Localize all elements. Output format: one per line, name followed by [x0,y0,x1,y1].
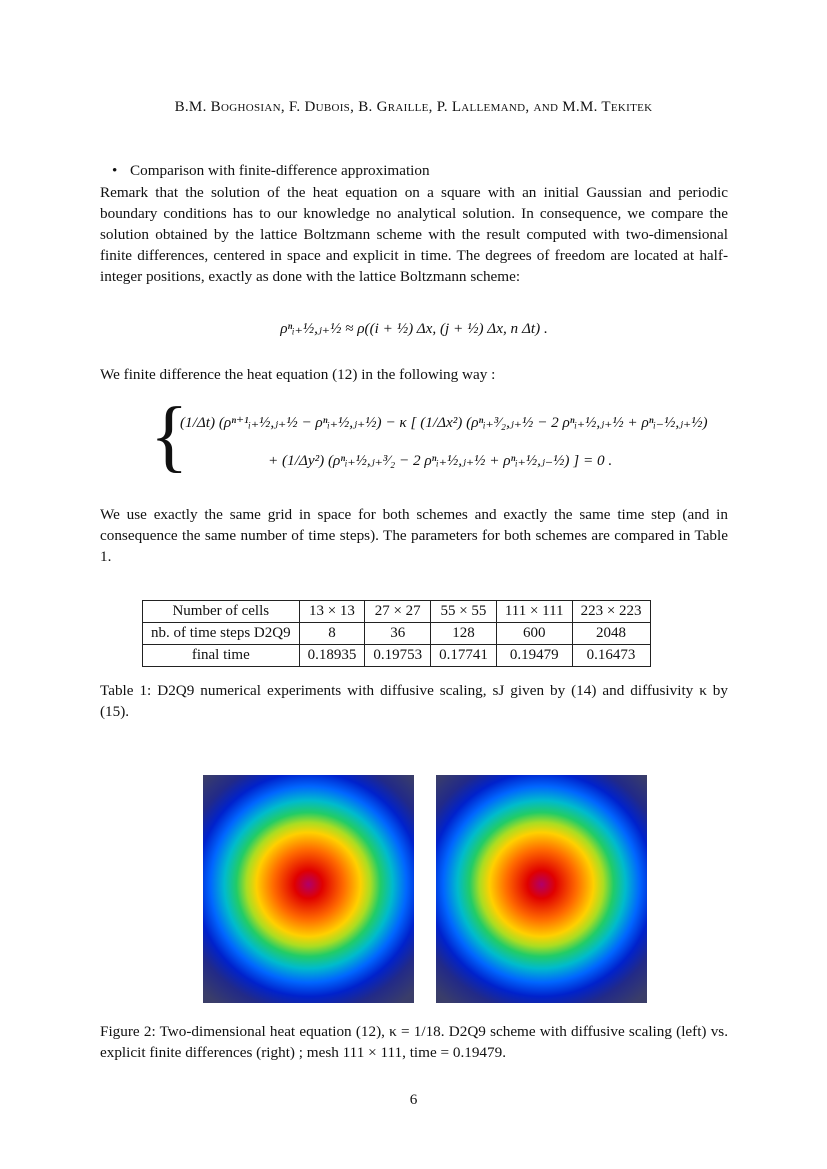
table-cell: 55 × 55 [431,601,497,623]
section-title: Comparison with finite-difference approximation [130,162,430,179]
heatmap-d2q9 [203,775,414,1003]
running-header: B.M. Boghosian, F. Dubois, B. Graille, P. Lallemand, and M.M. Tekitek [174,99,653,115]
table-cell: 0.19753 [365,645,431,667]
table-cell: 0.18935 [299,645,365,667]
paragraph-fd: We finite difference the heat equation (12) in the following way : [100,366,496,383]
equation-fd-line2: + (1/Δy²) (ρⁿᵢ₊½,ⱼ₊³⁄₂ − 2 ρⁿᵢ₊½,ⱼ₊½ + ρⁿᵢ₊½,ⱼ₋½) ] = 0 . [268,452,613,469]
page-number: 6 [409,1091,418,1108]
paragraph-intro: Remark that the solution of the heat equation on a square with an initial Gaussian and periodic boundary conditions has to our knowledge no analytical solution. In consequence, we compare the solution obtained by the lattice Boltzmann scheme with the result computed with two-dimensional finite differences, centered in space and explicit in time. The degrees of freedom are located at half-integer positions, exactly as done with the lattice Boltzmann scheme: [100,184,728,285]
table-cell: Number of cells [143,601,300,623]
table-caption: Table 1: D2Q9 numerical experiments with diffusive scaling, sJ given by (14) and diffusivity κ by (15). [100,682,728,720]
paragraph-grid: We use exactly the same grid in space for both schemes and exactly the same time step (and in consequence the same number of time steps). The parameters for both schemes are compared in Table 1. [100,506,728,565]
table-row [143,623,651,645]
bullet: • [112,162,118,179]
table-cell: 128 [431,623,497,645]
table-row [143,601,651,623]
table-cell: 27 × 27 [365,601,431,623]
table-cell: 0.17741 [431,645,497,667]
table-cell: 13 × 13 [299,601,365,623]
table-cell: final time [143,645,300,667]
left-brace: { [150,392,189,480]
parameters-table [142,600,651,667]
table-cell: 0.19479 [496,645,572,667]
table-cell: 600 [496,623,572,645]
figure-caption: Figure 2: Two-dimensional heat equation (12), κ = 1/18. D2Q9 scheme with diffusive scaling (left) vs. explicit finite differences (right) ; mesh 111 × 111, time = 0.19479. [100,1023,728,1061]
table-cell: nb. of time steps D2Q9 [143,623,300,645]
heatmap-finite-difference [436,775,647,1003]
table-cell: 0.16473 [572,645,650,667]
table-cell: 2048 [572,623,650,645]
table-cell: 223 × 223 [572,601,650,623]
equation-discretization: ρⁿᵢ₊½,ⱼ₊½ ≈ ρ((i + ½) Δx, (j + ½) Δx, n Δt) . [280,320,548,337]
equation-fd-line1: (1/Δt) (ρⁿ⁺¹ᵢ₊½,ⱼ₊½ − ρⁿᵢ₊½,ⱼ₊½) − κ [ (1/Δx²) (ρⁿᵢ₊³⁄₂,ⱼ₊½ − 2 ρⁿᵢ₊½,ⱼ₊½ + ρⁿᵢ₋½,ⱼ₊½) [180,414,708,431]
table-cell: 111 × 111 [496,601,572,623]
table-cell: 8 [299,623,365,645]
table-row [143,645,651,667]
table-cell: 36 [365,623,431,645]
